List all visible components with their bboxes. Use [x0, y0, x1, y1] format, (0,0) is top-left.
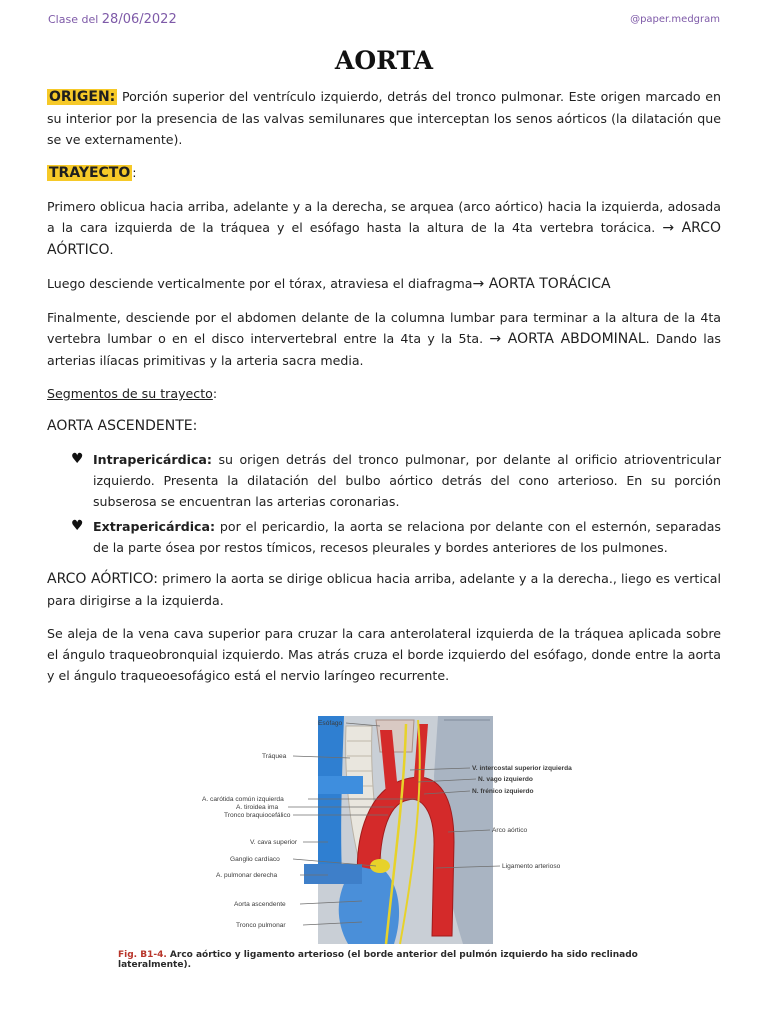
aorta-ascendente-heading: AORTA ASCENDENTE: — [47, 418, 198, 434]
brachiocephalic-vein — [318, 776, 363, 794]
page-title: AORTA — [334, 46, 434, 75]
pulmonary-artery-right — [304, 864, 362, 884]
page-header — [48, 12, 720, 32]
class-label: Clase del — [48, 13, 99, 26]
document-body — [47, 86, 721, 698]
label-vago: N. vago izquierdo — [478, 776, 533, 783]
segmentos-heading — [47, 383, 721, 404]
vena-cava-shape — [318, 716, 344, 876]
trayecto-p3 — [47, 307, 721, 371]
trayecto-p2 — [47, 273, 721, 295]
arco-label: ARCO AÓRTICO: — [47, 571, 158, 587]
trayecto-p1-end: . — [109, 242, 114, 257]
author-handle: @paper.medgram — [630, 14, 720, 25]
class-date: 28/06/2022 — [101, 12, 177, 27]
extrapericardica-text: por el pericardio, la aorta se relaciona por delante con el esternón, separadas de la parte ósea por restos tímicos, recesos pleurales y bordes anteriores de los pulmones. — [93, 519, 721, 555]
arco-text: primero la aorta se dirige oblicua hacia arriba, adelante y a la derecha., liego es vertical para dirigirse a la izquierda. — [47, 571, 721, 608]
label-frenico: N. frénico izquierdo — [472, 788, 534, 795]
list-item — [47, 449, 721, 512]
caption-number: Fig. B1-4. — [118, 950, 167, 960]
trayecto-p1 — [47, 196, 721, 261]
label-esofago: Esófago — [318, 720, 343, 727]
label-pulmonar-der: A. pulmonar derecha — [216, 872, 278, 879]
arco-paragraph-2: Se aleja de la vena cava superior para cruzar la cara anterolateral izquierda de la tráquea aplicada sobre el ángulo traqueobronquial izquierdo. Mas atrás cruza el borde izquierdo del esófago, donde entre la aorta y el ángulo traqueoesofágico está el nervio laríngeo recurrente. — [47, 626, 721, 683]
caption-text: Arco aórtico y ligamento arterioso (el borde anterior del pulmón izquierdo ha sido reclinado lateralmente). — [118, 950, 638, 970]
trayecto-label: TRAYECTO — [49, 165, 131, 181]
label-arco: Arco aórtico — [492, 827, 528, 834]
list-item — [47, 516, 721, 558]
label-traquea: Tráquea — [262, 753, 287, 760]
aorta-toracica-arrow: → AORTA TORÁCICA — [472, 276, 611, 292]
label-carotida: A. carótida común izquierda — [202, 796, 284, 803]
label-cava: V. cava superior — [250, 839, 298, 846]
heart-bullet-icon: ♥ — [71, 518, 84, 534]
label-tronco-braquio: Tronco braquiocefálico — [224, 812, 291, 819]
trayecto-colon: : — [132, 165, 137, 180]
aortic-arch-illustration — [118, 716, 650, 964]
label-intercostal: V. intercostal superior izquierda — [472, 765, 572, 772]
segmentos-label: Segmentos de su trayecto — [47, 386, 213, 401]
figure-caption — [118, 950, 658, 970]
trayecto-p3-end: . Dando las arterias ilíacas primitivas y la arteria sacra media. — [47, 331, 721, 368]
ascendente-list — [47, 449, 721, 558]
heart-bullet-icon: ♥ — [71, 451, 84, 467]
trayecto-p3-text: Finalmente, desciende por el abdomen delante de la columna lumbar para terminar a la altura de la 4ta vertebra lumbar o en el disco intervertebral entre la 4ta y la 5ta. — [47, 310, 721, 346]
label-ligamento: Ligamento arterioso — [502, 863, 561, 870]
arco-aortico-arrow: → ARCO AÓRTICO — [47, 220, 721, 258]
origen-paragraph — [47, 86, 721, 150]
trayecto-heading — [47, 162, 721, 184]
label-tiroidea: A. tiroidea ima — [236, 804, 279, 811]
label-aorta-asc: Aorta ascendente — [234, 901, 286, 908]
aorta-abdominal-arrow: → AORTA ABDOMINAL — [489, 331, 646, 347]
label-tronco-pulm: Tronco pulmonar — [236, 922, 286, 929]
arco-paragraph — [47, 568, 721, 611]
intrapericardica-text: su origen detrás del tronco pulmonar, por delante al orificio atrioventricular izquierdo. Presenta la dilatación del bulbo aórtico detrás del cono arterioso. En su porción subserosa se encuentran las arterias coronarias. — [93, 452, 721, 509]
origen-label: ORIGEN: — [49, 89, 116, 105]
segmentos-colon: : — [212, 386, 218, 401]
origen-text: Porción superior del ventrículo izquierdo, detrás del tronco pulmonar. Este origen marcado en su interior por la presencia de las valvas semilunares que interceptan los senos aórticos (la dilatación que se ve externamente). — [47, 89, 721, 147]
label-ganglio: Ganglio cardíaco — [230, 856, 280, 863]
trayecto-p1-text: Primero oblicua hacia arriba, adelante y a la derecha, se arquea (arco aórtico) hacia la izquierda, adosada a la cara izquierda de la tráquea y el esófago hasta la altura de la 4ta vertebra torácica. — [47, 199, 721, 235]
extrapericardica-term: Extrapericárdica: — [93, 519, 216, 534]
intrapericardica-term: Intrapericárdica: — [93, 452, 212, 467]
trayecto-p2-text: Luego desciende verticalmente por el tórax, atraviesa el diafragma — [47, 276, 473, 291]
